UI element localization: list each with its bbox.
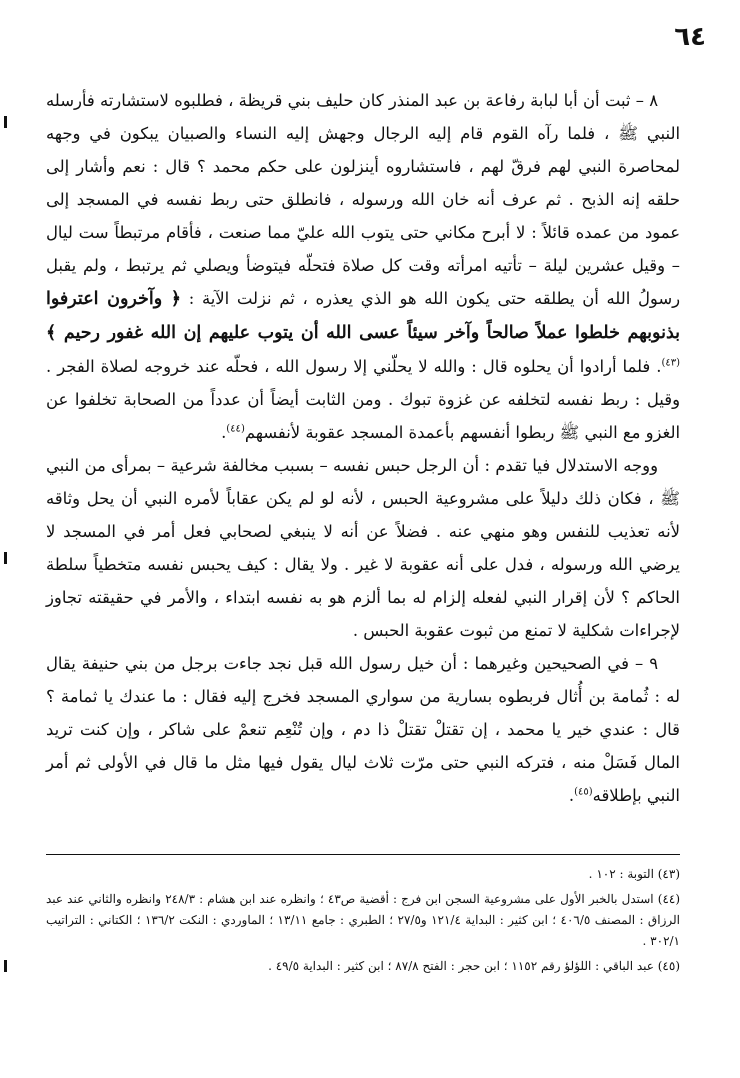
footnote-ref-43: (٤٣) [661,357,680,369]
footnote-43: (٤٣) التوبة : ١٠٢ . [588,867,680,881]
footnotes [46,864,680,981]
footnote-44: (٤٤) استدل بالخبر الأول على مشروعية السجن ابن فرج : أقضية ص٤٣ ؛ وانظره عند ابن هشام : ٢٤٨/٣ وانظره والثاني عند عبد الرزاق : المصنف ٤٠٦/٥ ؛ ابن كثير : البداية ١٢١/٤ و٢٧/٥ ؛ الطبري : جامع ١٣/١١ ؛ الماوردي : النكت ١٣٦/٢ ؛ الكتاني : التراتيب ٣٠٢/١ . [46,892,681,948]
footnote-ref-44: (٤٤) [226,423,245,435]
footnote-ref-45: (٤٥) [574,786,593,798]
scan-edge-mark [4,960,7,972]
footnote-divider [46,854,680,855]
paragraph-9 [46,647,680,812]
paragraph-8 [46,84,680,449]
paragraph-8-text: ٨ – ثبت أن أبا لبابة رفاعة بن عبد المنذر كان حليف بني قريظة ، فطلبوه لاستشارته فأرسله النبي ﷺ ، فلما رآه القوم قام إليه الرجال وجهش إليه النساء والصبيان يبكون في وجهه لمحاصرة النبي لهم فرقّ لهم ، فاستشاروه أينزلون على حكم محمد ؟ قال : نعم وأشار إلى حلقه إنه الذبح . ثم عرف أنه خان الله ورسوله ، فانطلق حتى ربط نفسه في المسجد إلى عمود من عمده قائلاً : لا أبرح مكاني حتى يتوب الله عليّ مما صنعت ، فأقام مرتبطاً ست ليال – وقيل عشرين ليلة – تأتيه امرأته وقت كل صلاة فتحلّه فيتوضأ ويصلي ثم يرتبط ، ولم يقبل رسولُ الله أن يطلقه حتى يكون الله هو الذي يعذره ، ثم نزلت الآية : [46,91,680,308]
main-text [46,84,680,812]
paragraph-istidlal: ووجه الاستدلال فيا تقدم : أن الرجل حبس نفسه – بسبب مخالفة شرعية – بمرأى من النبي ﷺ ، فكان ذلك دليلاً على مشروعية الحبس ، لأنه لو لم يكن عقاباً لأمره النبي أن يحل وثاقه لأنه تعذيب للنفس وهو منهي عنه . فضلاً عن أنه لا ينبغي لصحابي فعل أمر في المسجد لا يرضي الله ورسوله ، فدل على أنه عقوبة لا غير . ولا يقال : كيف يحبس نفسه متخطياً سلطة الحاكم ؟ لأن إقرار النبي لفعله إلزام له بما ألزم هو به نفسه ابتداء ، والأمر في حقيقته تجاوز لإجراءات شكلية لا تمنع من ثبوت عقوبة الحبس . [46,456,680,640]
scan-edge-mark [4,116,7,128]
page-number: ٦٤ [674,22,706,52]
paragraph-8-continued: . فلما أرادوا أن يحلوه قال : والله لا يحلّني إلا رسول الله ، فحلّه عند خروجه لصلاة الفجر . وقيل : ربط نفسه لتخلفه عن غزوة تبوك . ومن الثابت أيضاً أن عدداً من الصحابة تخلفوا عن الغزو مع النبي ﷺ ربطوا أنفسهم بأعمدة المسجد عقوبة لأنفسهم [46,357,680,442]
quran-verse: ﴿ وآخرون اعترفوا بذنوبهم خلطوا عملاً صالحاً وآخر سيئاً عسى الله أن يتوب عليهم إن الله غفور رحيم ﴾ [46,289,680,343]
scan-edge-mark [4,552,7,564]
paragraph-9-text: ٩ – في الصحيحين وغيرهما : أن خيل رسول الله قبل نجد جاءت برجل من بني حنيفة يقال له : ثُمامة بن أُثال فربطوه بسارية من سواري المسجد فخرج إليه فقال : ما عندك يا ثمامة ؟ قال : عندي خير يا محمد ، إن تقتلْ تقتلْ ذا دم ، وإن تُنْعِم تنعمْ على شاكر ، وإن كنت تريد المال فَسَلْ منه ، فتركه النبي حتى مرّت ثلاث ليال يقول فيها مثل ما قال في الأولى ثم أمر النبي بإطلاقه [46,654,680,805]
footnote-45: (٤٥) عبد الباقي : اللؤلؤ رقم ١١٥٢ ؛ ابن حجر : الفتح ٨٧/٨ ؛ ابن كثير : البداية ٤٩/٥ . [268,959,680,973]
paragraph-9-end: . [568,786,575,805]
paragraph-8-end: . [221,423,227,442]
